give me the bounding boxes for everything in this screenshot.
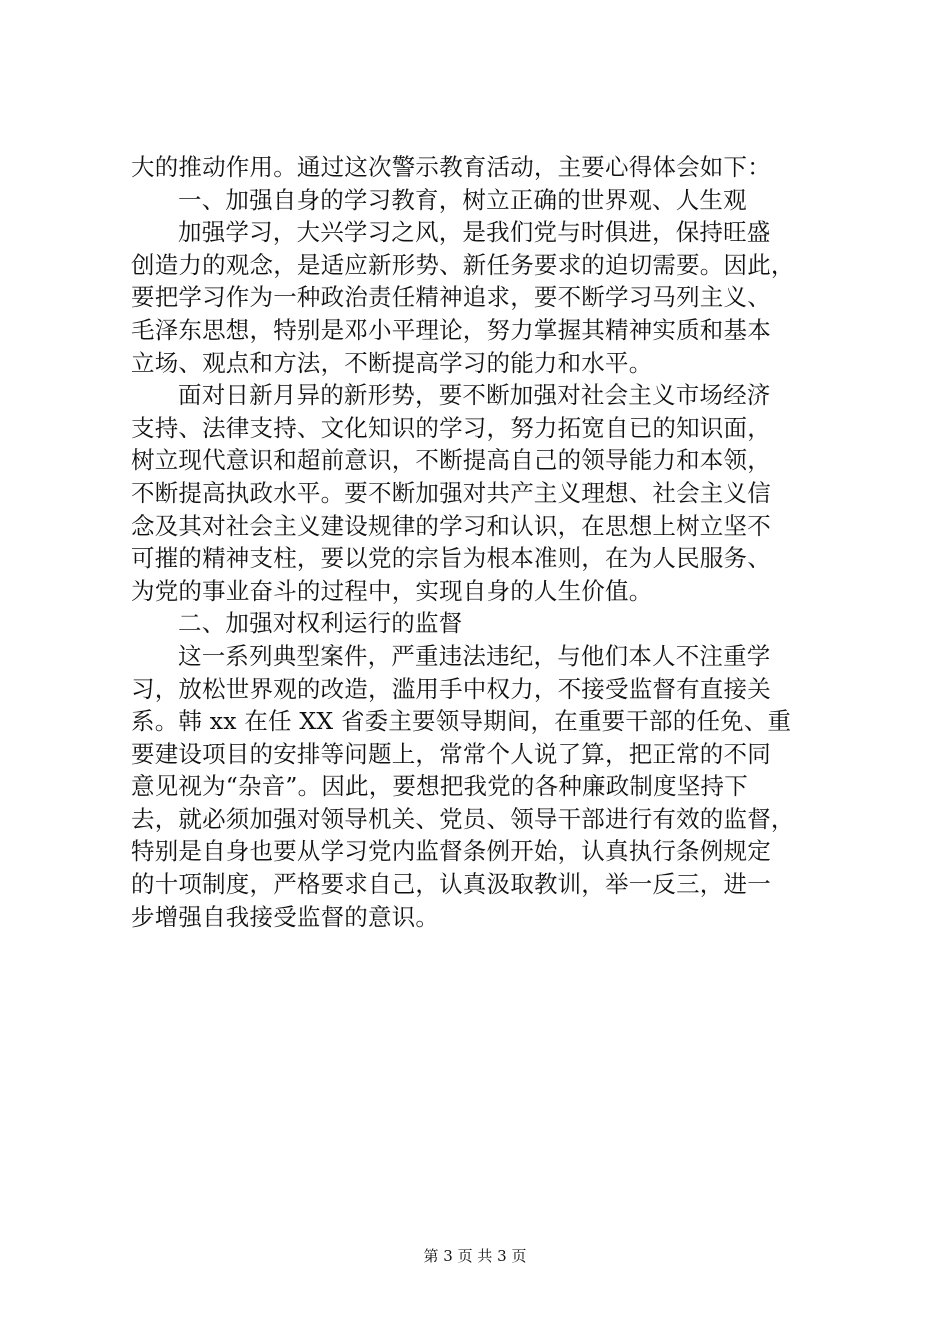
page-footer: 第 3 页 共 3 页 xyxy=(423,1247,527,1265)
text-line: 立场、观点和方法，不断提高学习的能力和水平。 xyxy=(131,348,653,377)
text-line: 步增强自我接受监督的意识。 xyxy=(131,902,440,931)
text-line: 面对日新月异的新形势，要不断加强对社会主义市场经济 xyxy=(178,381,771,410)
text-line: 特别是自身也要从学习党内监督条例开始，认真执行条例规定 xyxy=(131,837,771,866)
text-line: 意见视为“杂音”。因此，要想把我党的各种廉政制度坚持下 xyxy=(131,772,748,801)
text-line: 可摧的精神支柱，要以党的宗旨为根本准则，在为人民服务、 xyxy=(131,544,771,573)
text-line: 念及其对社会主义建设规律的学习和认识，在思想上树立坚不 xyxy=(131,511,771,540)
document-body xyxy=(131,151,831,933)
text-line: 去，就必须加强对领导机关、党员、领导干部进行有效的监督， xyxy=(131,804,795,833)
text-line: 不断提高执政水平。要不断加强对共产主义理想、社会主义信 xyxy=(131,478,771,507)
text-line: 加强学习，大兴学习之风，是我们党与时俱进，保持旺盛 xyxy=(178,218,771,247)
text-line: 习，放松世界观的改造，滥用手中权力，不接受监督有直接关 xyxy=(131,674,771,703)
text-line: 支持、法律支持、文化知识的学习，努力拓宽自已的知识面， xyxy=(131,413,771,442)
text-line: 大的推动作用。通过这次警示教育活动，主要心得体会如下： xyxy=(131,153,771,181)
text-line: 一、加强自身的学习教育，树立正确的世界观、人生观 xyxy=(178,185,747,214)
text-line: 要建设项目的安排等问题上，常常个人说了算，把正常的不同 xyxy=(131,739,771,768)
text-line: 要把学习作为一种政治责任精神追求，要不断学习马列主义、 xyxy=(131,283,771,312)
text-line: 树立现代意识和超前意识，不断提高自己的领导能力和本领， xyxy=(131,446,771,475)
text-line: 为党的事业奋斗的过程中，实现自身的人生价值。 xyxy=(131,576,653,605)
text-line: 二、加强对权利运行的监督 xyxy=(178,609,463,638)
text-line: 毛泽东思想，特别是邓小平理论，努力掌握其精神实质和基本 xyxy=(131,315,771,344)
text-line: 系。韩 xx 在任 XX 省委主要领导期间，在重要干部的任免、重 xyxy=(131,707,792,736)
text-line: 这一系列典型案件，严重违法违纪，与他们本人不注重学 xyxy=(178,641,771,670)
text-line: 创造力的观念，是适应新形势、新任务要求的迫切需要。因此， xyxy=(131,250,795,279)
text-line: 的十项制度，严格要求自己，认真汲取教训，举一反三，进一 xyxy=(131,870,771,899)
